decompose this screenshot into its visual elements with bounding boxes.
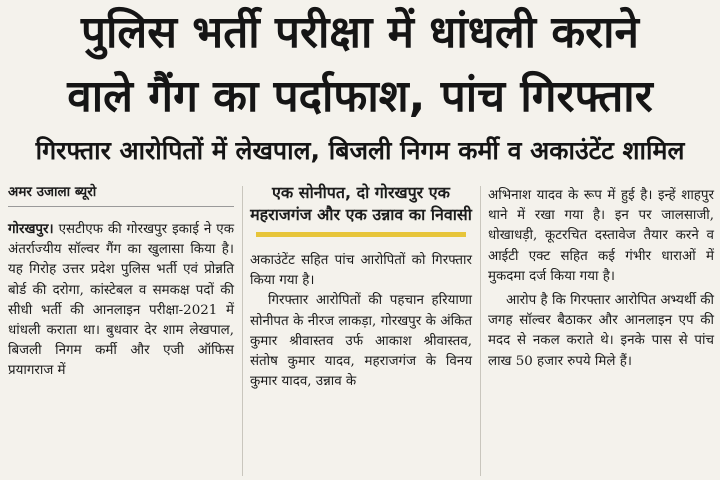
article-column-1 <box>8 182 234 382</box>
column-2-paragraph-2: गिरफ्तार आरोपितों की पहचान हरियाणा सोनीपत के नीरज लाकड़ा, गोरखपुर के अंकित कुमार श्रीवास्तव उर्फ आकाश श्रीवास्तव, संतोष कुमार यादव, महराजगंज के विनय कुमार यादव, उन्नाव के <box>250 293 472 390</box>
article-column-2 <box>250 182 472 392</box>
headline-line-1: पुलिस भर्ती परीक्षा में धांधली कराने <box>81 7 639 58</box>
column-2-paragraph-1: अकाउंटेंट सहित पांच आरोपितों को गिरफ्तार किया गया है। <box>250 253 472 289</box>
subheadline: गिरफ्तार आरोपितों में लेखपाल, बिजली निगम कर्मी व अकाउंटेंट शामिल <box>35 136 685 165</box>
column-divider <box>480 186 481 476</box>
column-1-paragraph <box>8 219 234 382</box>
column-1-text: एसटीएफ की गोरखपुर इकाई ने एक अंतर्राज्यीय सॉल्वर गैंग का खुलासा किया है। यह गिरोह उत्तर प्रदेश पुलिस भर्ती एवं प्रोन्नति बोर्ड की दरोगा, कांस्टेबल व समकक्ष पदों की सीधी भर्ती की आनलाइन परीक्षा-2021 में धांधली कराता था। बुधवार देर शाम लेखपाल, बिजली निगम कर्मी और एजी ऑफिस प्रयागराज में <box>8 222 234 379</box>
column-divider <box>242 186 243 476</box>
column-subhead: एक सोनीपत, दो गोरखपुर एक महराजगंज और एक उन्नाव का निवासी <box>250 183 472 224</box>
column-3-paragraph-1: अभिनाश यादव के रूप में हुई है। इन्हें शाहपुर थाने में रखा गया है। इन पर जालसाजी, धोखाधड़ी, कूटरचित दस्तावेज तैयार करने व आईटी एक्ट सहित कई गंभीर धाराओं में मुकदमा दर्ज किया गया है। <box>488 188 714 284</box>
column-3-paragraph-2: आरोप है कि गिरफ्तार आरोपित अभ्यर्थी की जगह सॉल्वर बैठाकर और आनलाइन एप की मदद से नकल कराते थे। इनके पास से पांच लाख 50 हजार रुपये मिले हैं। <box>488 293 714 369</box>
article-column-3 <box>488 186 714 372</box>
dateline: गोरखपुर। <box>8 221 54 237</box>
byline: अमर उजाला ब्यूरो <box>8 182 234 207</box>
headline-line-2: वाले गैंग का पर्दाफाश, पांच गिरफ्तार <box>67 71 653 122</box>
subhead-accent-rule <box>256 232 466 237</box>
